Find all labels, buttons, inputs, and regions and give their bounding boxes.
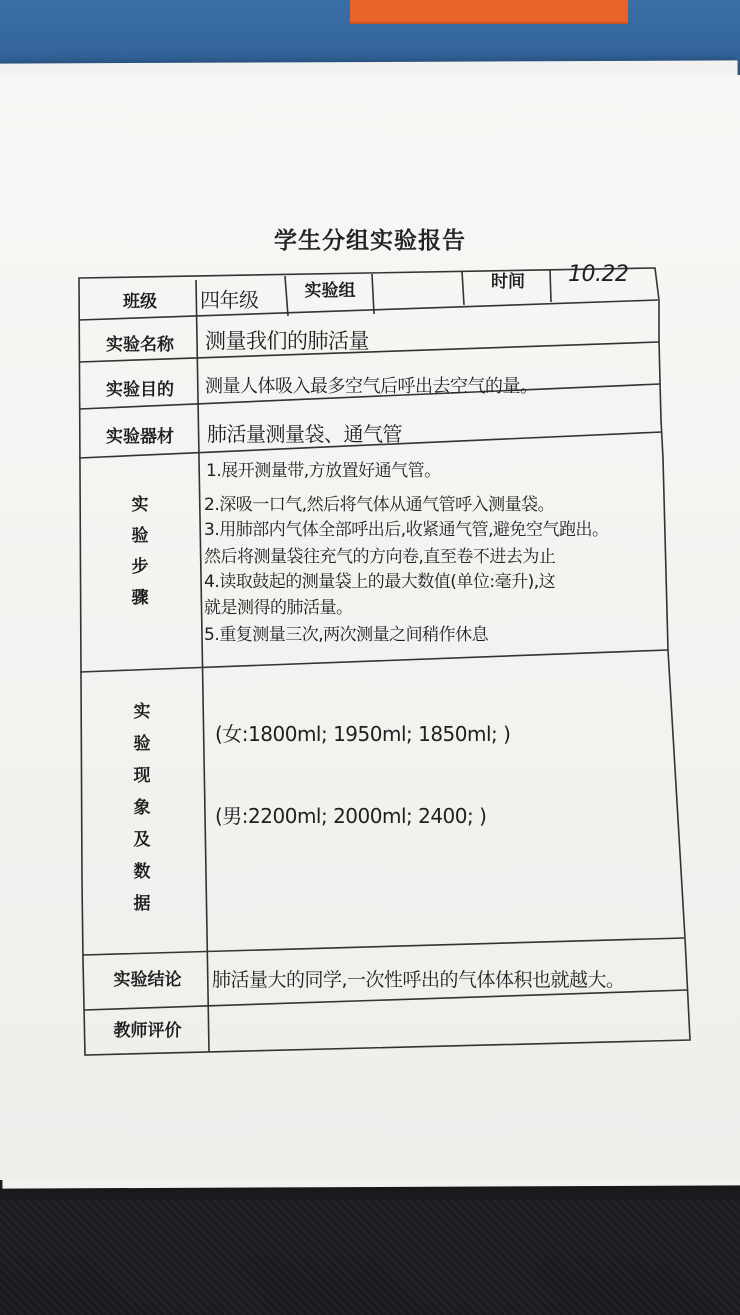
time-label: 时间 bbox=[491, 272, 525, 292]
step-line-6: 就是测得的肺活量。 bbox=[204, 598, 353, 618]
step-line-4: 然后将测量袋往充气的方向卷,直至卷不进去为止 bbox=[204, 547, 556, 567]
steps-label-char: 验 bbox=[131, 526, 149, 546]
experiment-purpose-label: 实验目的 bbox=[106, 380, 174, 400]
step-line-7: 5.重复测量三次,两次测量之间稍作休息 bbox=[204, 625, 489, 645]
data-label-char: 数 bbox=[133, 862, 151, 882]
data-label-char: 象 bbox=[133, 798, 151, 818]
experiment-name-value: 测量我们的肺活量 bbox=[205, 329, 369, 353]
conclusion-value: 肺活量大的同学,一次性呼出的气体体积也就越大。 bbox=[212, 969, 625, 991]
step-line-1: 1.展开测量带,方放置好通气管。 bbox=[206, 461, 441, 481]
data-label-char: 现 bbox=[133, 766, 151, 786]
class-label: 班级 bbox=[123, 292, 157, 312]
data-label-char: 据 bbox=[133, 894, 151, 914]
step-line-5: 4.读取鼓起的测量袋上的最大数值(单位:毫升),这 bbox=[204, 572, 556, 592]
data-label-char: 验 bbox=[133, 734, 151, 754]
step-line-3: 3.用肺部内气体全部呼出后,收紧通气管,避免空气跑出。 bbox=[204, 520, 609, 540]
steps-label bbox=[128, 490, 152, 614]
experiment-purpose-value: 测量人体吸入最多空气后呼出去空气的量。 bbox=[205, 376, 538, 397]
experiment-equipment-value: 肺活量测量袋、通气管 bbox=[207, 422, 402, 446]
class-value: 四年级 bbox=[200, 288, 259, 312]
step-line-2: 2.深吸一口气,然后将气体从通气管呼入测量袋。 bbox=[204, 495, 555, 515]
steps-label-char: 步 bbox=[131, 557, 149, 577]
data-male: (男:2200ml; 2000ml; 2400; ) bbox=[215, 804, 487, 828]
data-label bbox=[130, 696, 154, 920]
experiment-name-label: 实验名称 bbox=[106, 335, 174, 355]
time-value: 10.22 bbox=[568, 262, 629, 287]
teacher-evaluation-label: 教师评价 bbox=[113, 1021, 182, 1041]
experiment-equipment-label: 实验器材 bbox=[106, 427, 174, 447]
group-label: 实验组 bbox=[304, 281, 356, 301]
conclusion-label: 实验结论 bbox=[113, 970, 182, 990]
data-label-char: 及 bbox=[133, 830, 151, 850]
steps-label-char: 实 bbox=[131, 495, 149, 515]
data-label-char: 实 bbox=[133, 702, 151, 722]
data-female: (女:1800ml; 1950ml; 1850ml; ) bbox=[215, 722, 511, 746]
report-title: 学生分组实验报告 bbox=[274, 227, 466, 254]
steps-label-char: 骤 bbox=[131, 588, 149, 608]
